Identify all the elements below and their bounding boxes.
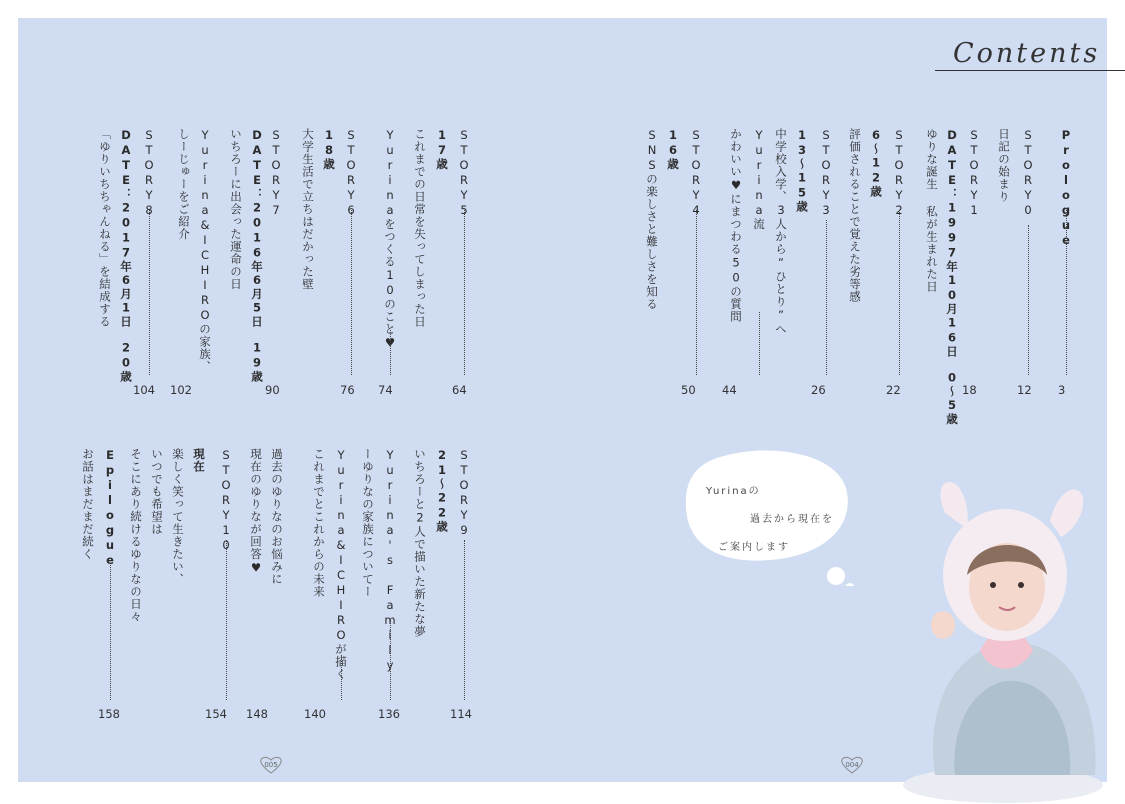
- toc-entry-line: Yurina&ICHIROの家族、: [198, 128, 212, 373]
- toc-entry-line: 16歳: [666, 128, 680, 171]
- toc-page-number: 64: [452, 383, 467, 397]
- toc-entry-line: STORY3: [819, 128, 833, 218]
- toc-page-number: 90: [265, 383, 280, 397]
- toc-dot-leader: [826, 220, 827, 375]
- toc-entry-line: これまでとこれからの未来: [312, 448, 326, 598]
- toc-entry-line: 21〜22歳: [435, 448, 449, 533]
- toc-entry-line: そこにあり続けるゆりなの日々: [129, 448, 143, 623]
- toc-page-number: 148: [246, 707, 268, 721]
- toc-entry-line: Yurina's Family: [383, 448, 397, 673]
- toc-dot-leader: [464, 540, 465, 700]
- toc-entry-line: STORY4: [689, 128, 703, 218]
- toc-page-number: 140: [304, 707, 326, 721]
- toc-dot-leader: [341, 655, 342, 700]
- toc-entry-line: Yurina流: [752, 128, 766, 231]
- toc-page-number: 154: [205, 707, 227, 721]
- toc-entry-line: 中学校入学、3人から“ひとり”へ: [774, 128, 788, 336]
- toc-page-number: 136: [378, 707, 400, 721]
- toc-entry-line: STORY0: [1021, 128, 1035, 218]
- toc-entry-line: Epilogue: [103, 448, 117, 568]
- toc-entry-line: 現在: [192, 448, 206, 473]
- toc-entry-line: STORY10: [219, 448, 233, 553]
- toc-entry-line: 評価されることで覚えた劣等感: [848, 128, 862, 303]
- toc-entry-line: Prologue: [1059, 128, 1073, 248]
- toc-entry-line: STORY8: [142, 128, 156, 218]
- toc-page-number: 22: [886, 383, 901, 397]
- toc-dot-leader: [759, 312, 760, 375]
- toc-entry-line: DATE：2017年6月1日 20歳: [119, 128, 133, 383]
- model-photo: [895, 475, 1110, 804]
- toc-entry-line: 「ゆりいちちゃんねる」を結成する: [98, 128, 112, 328]
- toc-dot-leader: [226, 540, 227, 700]
- toc-entry-line: ーゆりなの家族についてー: [361, 448, 375, 598]
- title-underline: [935, 70, 1125, 71]
- folio-right-number: 004: [845, 761, 859, 769]
- toc-dot-leader: [464, 210, 465, 375]
- toc-page-number: 114: [450, 707, 472, 721]
- toc-dot-leader: [1066, 210, 1067, 375]
- toc-dot-leader: [390, 620, 391, 700]
- toc-entry-line: STORY2: [892, 128, 906, 218]
- toc-entry-line: Yurina&ICHIROが描く: [334, 448, 348, 681]
- toc-entry-line: しーじゅーをご紹介: [177, 128, 191, 241]
- toc-entry-line: 大学生活で立ちはだかった壁: [301, 128, 315, 291]
- toc-entry-line: 日記の始まり: [997, 128, 1011, 203]
- bubble-line-1: Yurinaの: [706, 486, 761, 497]
- toc-entry-line: Yurinaをつくる10のこと♥: [383, 128, 397, 351]
- speech-bubble: [684, 448, 854, 586]
- toc-dot-leader: [390, 330, 391, 375]
- bubble-line-2: 過去から現在を: [750, 514, 834, 525]
- toc-page-number: 76: [340, 383, 355, 397]
- bubble-line-3: ご案内します: [718, 542, 790, 553]
- toc-entry-line: STORY9: [457, 448, 471, 538]
- toc-dot-leader: [1028, 225, 1029, 375]
- toc-entry-line: 現在のゆりなが回答♥: [249, 448, 263, 576]
- toc-entry-line: いつでも希望は: [150, 448, 164, 536]
- toc-page-number: 74: [378, 383, 393, 397]
- toc-page-number: 158: [98, 707, 120, 721]
- toc-page-number: 12: [1017, 383, 1032, 397]
- toc-entry-line: 18歳: [322, 128, 336, 171]
- toc-dot-leader: [696, 210, 697, 375]
- folio-left: [259, 755, 283, 775]
- toc-page-number: 44: [722, 383, 737, 397]
- toc-entry-line: お話はまだまだ続く: [81, 448, 95, 561]
- toc-entry-line: 13〜15歳: [795, 128, 809, 213]
- toc-dot-leader: [351, 210, 352, 375]
- toc-entry-line: いちろーに出会った運命の日: [229, 128, 243, 291]
- toc-dot-leader: [149, 210, 150, 375]
- toc-entry-line: SNSの楽しさと難しさを知る: [645, 128, 659, 311]
- toc-page-number: 26: [811, 383, 826, 397]
- toc-entry-line: STORY6: [344, 128, 358, 218]
- toc-page-number: 18: [962, 383, 977, 397]
- toc-dot-leader: [110, 565, 111, 700]
- toc-entry-line: DATE：1997年10月16日 0〜5歳: [945, 128, 959, 426]
- toc-entry-line: いちろーと2人で描いた新たな夢: [413, 448, 427, 638]
- toc-page-number: 3: [1058, 383, 1066, 397]
- toc-entry-line: 過去のゆりなのお悩みに: [270, 448, 284, 586]
- toc-page-number: 104: [133, 383, 155, 397]
- toc-entry-line: これまでの日常を失ってしまった日: [413, 128, 427, 328]
- toc-entry-line: STORY7: [269, 128, 283, 218]
- toc-entry-line: 6〜12歳: [869, 128, 883, 198]
- toc-entry-line: 楽しく笑って生きたい、: [171, 448, 185, 586]
- toc-entry-line: DATE：2016年6月5日 19歳: [250, 128, 264, 383]
- contents-title: Contents: [953, 38, 1101, 69]
- toc-entry-line: 17歳: [435, 128, 449, 171]
- toc-entry-line: STORY1: [967, 128, 981, 218]
- folio-right: [840, 755, 864, 775]
- toc-entry-line: ゆりな誕生 私が生まれた日: [925, 128, 939, 293]
- toc-page-number: 102: [170, 383, 192, 397]
- toc-entry-line: STORY5: [457, 128, 471, 218]
- toc-entry-line: かわいい♥にまつわる50の質問: [729, 128, 743, 323]
- toc-page-number: 50: [681, 383, 696, 397]
- folio-left-number: 005: [264, 761, 278, 769]
- toc-dot-leader: [899, 210, 900, 375]
